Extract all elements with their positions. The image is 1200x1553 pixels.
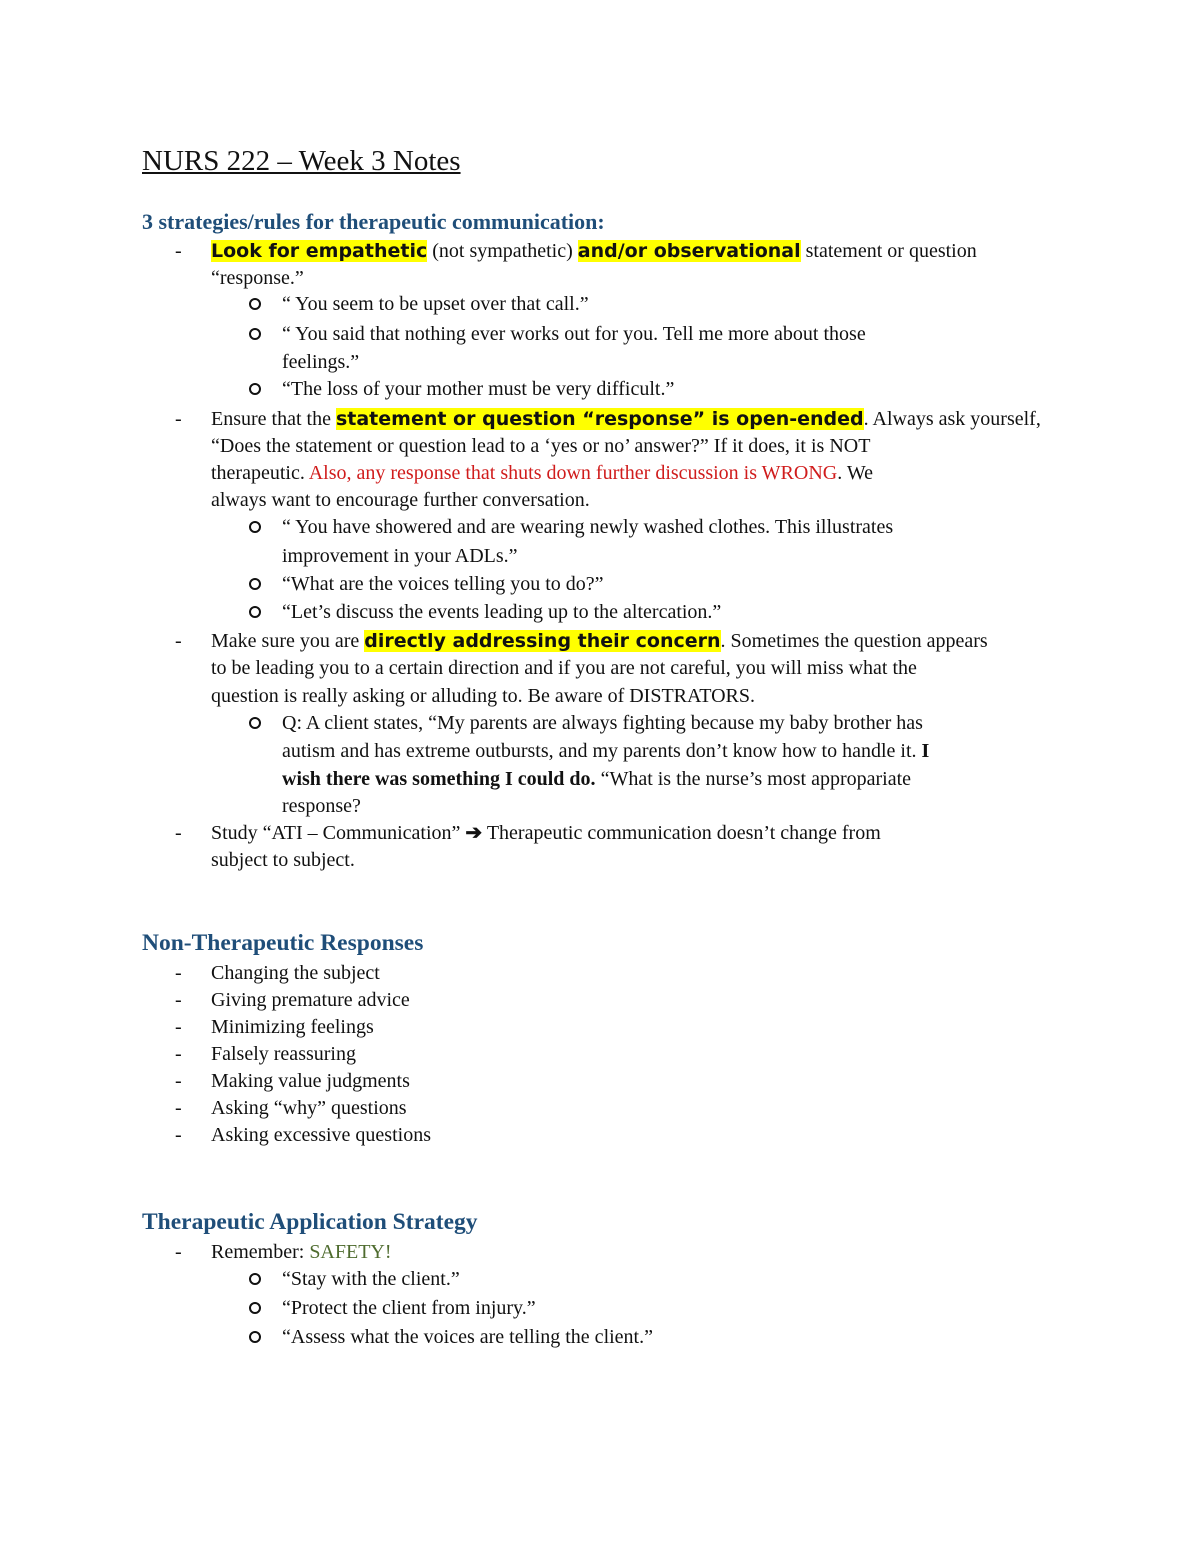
circle-bullet-icon bbox=[249, 1273, 261, 1285]
circle-bullet-icon bbox=[249, 717, 261, 729]
sub-item: “Let’s discuss the events leading up to the altercation.” bbox=[282, 601, 722, 623]
dash-bullet: - bbox=[175, 962, 182, 984]
list-item-text: to be leading you to a certain direction and if you are not careful, you will miss what the bbox=[211, 657, 917, 679]
list-item-text: subject to subject. bbox=[211, 849, 355, 871]
list-item-text: always want to encourage further conversation. bbox=[211, 489, 590, 511]
section-heading-application-strategy: Therapeutic Application Strategy bbox=[142, 1209, 478, 1235]
list-item-safety: Remember: SAFETY! bbox=[211, 1241, 392, 1263]
list-item-text: “Does the statement or question lead to a ‘yes or no’ answer?” If it does, it is NOT bbox=[211, 435, 871, 457]
circle-bullet-icon bbox=[249, 606, 261, 618]
sub-item: “What are the voices telling you to do?” bbox=[282, 573, 604, 595]
dash-bullet: - bbox=[175, 630, 182, 652]
list-item: Asking “why” questions bbox=[211, 1097, 407, 1119]
dash-bullet: - bbox=[175, 240, 182, 262]
sub-item: “Stay with the client.” bbox=[282, 1268, 460, 1290]
circle-bullet-icon bbox=[249, 328, 261, 340]
list-item-study: Study “ATI – Communication” ➔ Therapeutic communication doesn’t change from bbox=[211, 822, 881, 844]
sub-item: “Protect the client from injury.” bbox=[282, 1297, 536, 1319]
sub-item: “The loss of your mother must be very difficult.” bbox=[282, 378, 675, 400]
highlight-empathetic: Look for empathetic bbox=[211, 240, 428, 262]
highlight-concern: directly addressing their concern bbox=[364, 630, 721, 652]
list-item: Asking excessive questions bbox=[211, 1124, 431, 1146]
sub-item-cont: feelings.” bbox=[282, 351, 360, 373]
sub-item-cont: response? bbox=[282, 795, 361, 817]
sub-item: Q: A client states, “My parents are always fighting because my baby brother has bbox=[282, 712, 923, 734]
dash-bullet: - bbox=[175, 1241, 182, 1263]
circle-bullet-icon bbox=[249, 383, 261, 395]
list-item-text: “response.” bbox=[211, 267, 304, 289]
dash-bullet: - bbox=[175, 1043, 182, 1065]
list-item: Falsely reassuring bbox=[211, 1043, 356, 1065]
sub-item-cont: improvement in your ADLs.” bbox=[282, 545, 518, 567]
red-warning-text: Also, any response that shuts down further discussion is WRONG bbox=[308, 462, 838, 484]
document-title: NURS 222 – Week 3 Notes bbox=[142, 145, 461, 177]
dash-bullet: - bbox=[175, 989, 182, 1011]
sub-item: “ You said that nothing ever works out for you. Tell me more about those bbox=[282, 323, 866, 345]
dash-bullet: - bbox=[175, 1097, 182, 1119]
circle-bullet-icon bbox=[249, 298, 261, 310]
list-item-text: therapeutic. Also, any response that shuts down further discussion is WRONG. We bbox=[211, 462, 874, 484]
dash-bullet: - bbox=[175, 1016, 182, 1038]
section-heading-strategies: 3 strategies/rules for therapeutic communication: bbox=[142, 209, 605, 234]
sub-item-cont: wish there was something I could do. “What is the nurse’s most appropariate bbox=[282, 768, 912, 790]
circle-bullet-icon bbox=[249, 1302, 261, 1314]
highlight-observational: and/or observational bbox=[577, 240, 801, 262]
circle-bullet-icon bbox=[249, 578, 261, 590]
safety-text: SAFETY! bbox=[309, 1241, 392, 1263]
arrow-right-icon: ➔ bbox=[465, 822, 483, 844]
list-item: Minimizing feelings bbox=[211, 1016, 374, 1038]
section-heading-non-therapeutic: Non-Therapeutic Responses bbox=[142, 930, 424, 956]
sub-item: “Assess what the voices are telling the client.” bbox=[282, 1326, 653, 1348]
sub-item-cont: autism and has extreme outbursts, and my parents don’t know how to handle it. I bbox=[282, 740, 930, 762]
list-item: Making value judgments bbox=[211, 1070, 410, 1092]
circle-bullet-icon bbox=[249, 521, 261, 533]
list-item: Changing the subject bbox=[211, 962, 380, 984]
list-item-text: question is really asking or alluding to. Be aware of DISTRATORS. bbox=[211, 685, 756, 707]
list-item: Giving premature advice bbox=[211, 989, 410, 1011]
sub-item: “ You seem to be upset over that call.” bbox=[282, 293, 589, 315]
sub-item: “ You have showered and are wearing newly washed clothes. This illustrates bbox=[282, 516, 894, 538]
highlight-open-ended: statement or question “response” is open-ended bbox=[335, 408, 864, 430]
circle-bullet-icon bbox=[249, 1331, 261, 1343]
list-item-concern: Make sure you are directly addressing their concern. Sometimes the question appears bbox=[211, 630, 988, 652]
list-item-open-ended: Ensure that the statement or question “response” is open-ended. Always ask yourself, bbox=[211, 408, 1041, 430]
dash-bullet: - bbox=[175, 1070, 182, 1092]
dash-bullet: - bbox=[175, 1124, 182, 1146]
list-item-empathetic: Look for empathetic (not sympathetic) and/or observational statement or question bbox=[211, 240, 977, 262]
dash-bullet: - bbox=[175, 408, 182, 430]
dash-bullet: - bbox=[175, 822, 182, 844]
